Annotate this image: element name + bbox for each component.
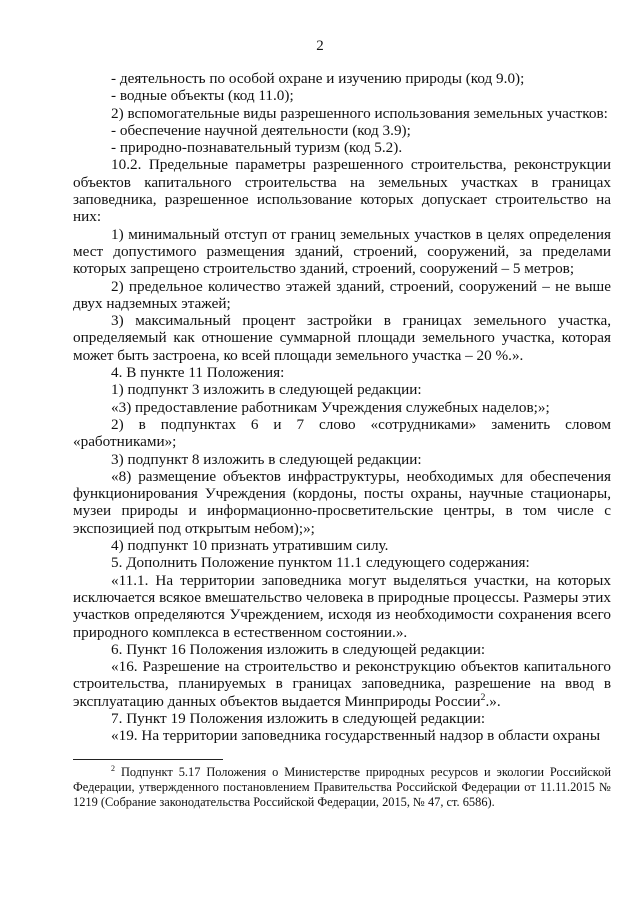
footnote-reference[interactable]: 2 — [480, 691, 486, 703]
paragraph: 6. Пункт 16 Положения изложить в следующей редакции: — [111, 640, 486, 658]
paragraph-text-tail: .». — [485, 692, 501, 710]
paragraph: 3) максимальный процент застройки в границах земельного участка, определяемый как отношение суммарной площади земельного участка, которая может быть застроена, ко всей площади земельного участка – 20 %.». — [73, 312, 611, 364]
paragraph: «3) предоставление работникам Учреждения служебных наделов;»; — [111, 398, 550, 416]
paragraph: 5. Дополнить Положение пунктом 11.1 следующего содержания: — [111, 554, 530, 572]
footnote-marker: 2 — [111, 763, 116, 773]
paragraph: - обеспечение научной деятельности (код 3.9); — [111, 121, 411, 139]
paragraph: - деятельность по особой охране и изучению природы (код 9.0); — [111, 70, 525, 87]
paragraph: 4. В пункте 11 Положения: — [111, 364, 285, 382]
paragraph: 7. Пункт 19 Положения изложить в следующей редакции: — [111, 709, 486, 727]
paragraph: 1) подпункт 3 изложить в следующей редакции: — [111, 381, 422, 399]
footnote-text: Подпункт 5.17 Положения о Министерстве природных ресурсов и экологии Российской Федерации, утвержденного постановлением Правительства Российской Федерации от 11.11.2015 № 1219 (Собрание законодательства Российской Федерации, 2015, № 47, ст. 6586). — [73, 765, 611, 809]
footnote-separator — [73, 759, 223, 760]
paragraph: - водные объекты (код 11.0); — [111, 87, 294, 105]
footnote — [73, 765, 611, 810]
paragraph: 2) предельное количество этажей зданий, строений, сооружений – не выше двух надземных этажей; — [73, 277, 611, 312]
paragraph: 4) подпункт 10 признать утратившим силу. — [111, 537, 389, 555]
paragraph: 1) минимальный отступ от границ земельных участков в целях определения мест допустимого размещения зданий, строений, сооружений, за пределами которых запрещено строительство зданий, строений, сооружений – 5 метров; — [73, 225, 611, 278]
paragraph: 3) подпункт 8 изложить в следующей редакции: — [111, 450, 422, 468]
paragraph: «11.1. На территории заповедника могут выделяться участки, на которых исключается всякое вмешательство человека в природные процессы. Размеры этих участков определяются Учреждением, исходя из необходимости сохранения всего природного комплекса в естественном состоянии.». — [73, 571, 611, 641]
paragraph: 10.2. Предельные параметры разрешенного строительства, реконструкции объектов капитального строительства на земельных участках в границах заповедника, разрешенное использование которых допускает строительство на них: — [73, 156, 611, 226]
page-number: 2 — [316, 38, 324, 54]
paragraph-with-footnote-ref — [73, 658, 611, 710]
paragraph: «8) размещение объектов инфраструктуры, необходимых для обеспечения функционирования Учреждения (кордоны, посты охраны, научные стационары, музеи природы и информационно-просветительские центры, в том числе с экспозицией под открытым небом);»; — [73, 467, 611, 537]
paragraph-text: «16. Разрешение на строительство и реконструкцию объектов капитального строительства, планируемых в границах заповедника, разрешение на ввод в эксплуатацию данных объектов выдается Минприроды России — [73, 658, 611, 710]
paragraph: 2) в подпунктах 6 и 7 слово «сотрудниками» заменить словом «работниками»; — [73, 415, 611, 451]
document-body — [73, 70, 611, 745]
paragraph: «19. На территории заповедника государственный надзор в области охраны — [111, 727, 601, 745]
paragraph: 2) вспомогательные виды разрешенного использования земельных участков: — [111, 104, 608, 122]
paragraph: - природно-познавательный туризм (код 5.2). — [111, 139, 403, 157]
